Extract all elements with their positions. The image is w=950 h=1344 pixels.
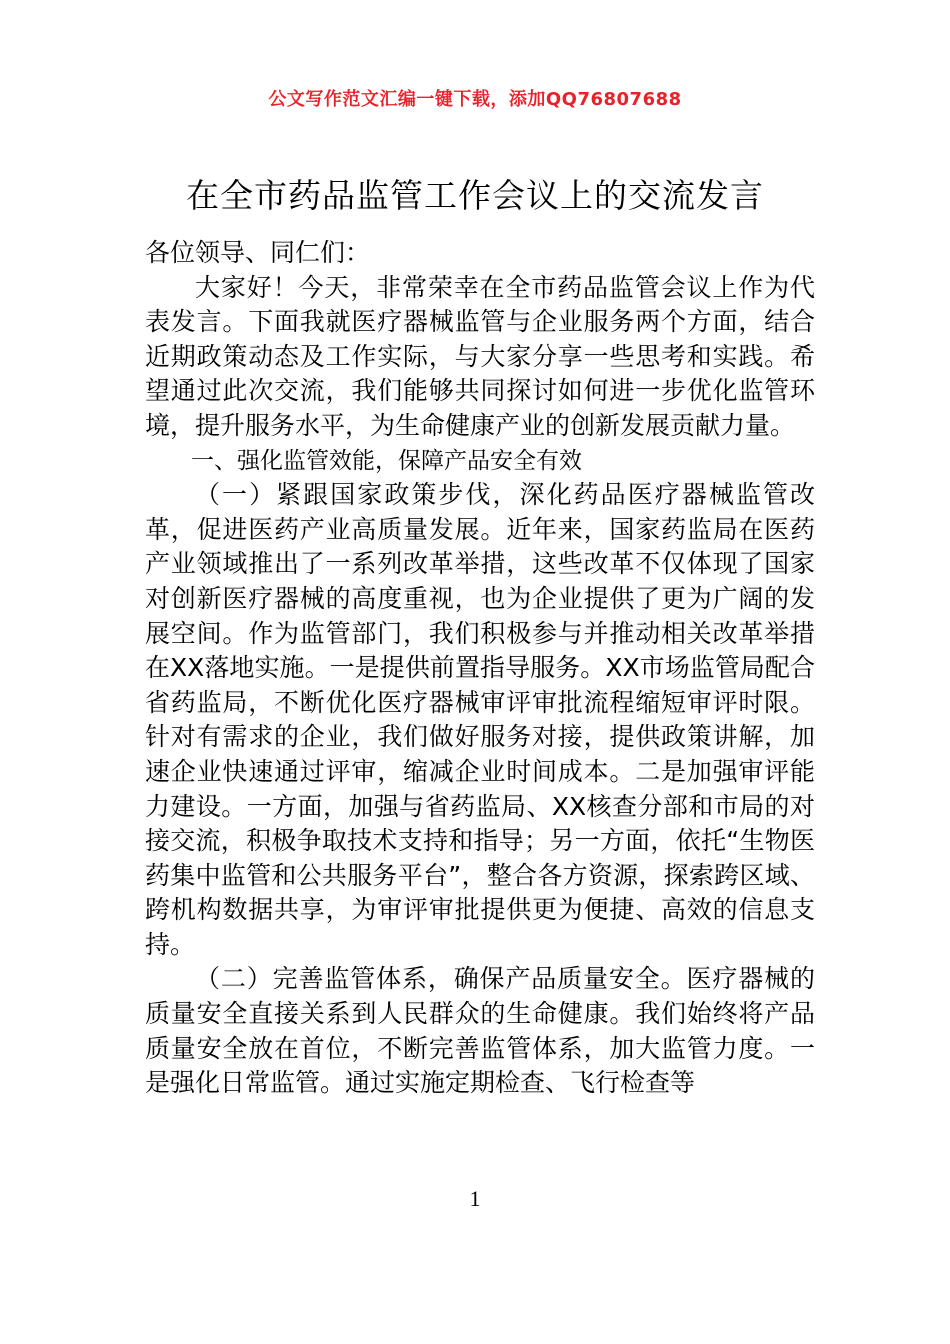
paragraph-1: （一）紧跟国家政策步伐，深化药品医疗器械监管改革，促进医药产业高质量发展。近年来，国家药监局在医药产业领域推出了一系列改革举措，这些改革不仅体现了国家对创新医疗器械的高度重视，也为企业提供了更为广阔的发展空间。作为监管部门，我们积极参与并推动相关改革举措在XX落地实施。一是提供前置指导服务。XX市场监管局配合省药监局，不断优化医疗器械审评审批流程缩短审评时限。针对有需求的企业，我们做好服务对接，提供政策讲解，加速企业快速通过评审，缩减企业时间成本。二是加强审评能力建设。一方面，加强与省药监局、XX核查分部和市局的对接交流，积极争取技术支持和指导；另一方面，依托“生物医药集中监管和公共服务平台”，整合各方资源，探索跨区域、跨机构数据共享，为审评审批提供更为便捷、高效的信息支持。 xyxy=(145,480,815,959)
page-number: 1 xyxy=(469,1186,481,1211)
watermark-header: 公文写作范文汇编一键下载，添加QQ76807688 xyxy=(268,89,682,110)
section-heading-1: 一、强化监管效能，保障产品安全有效 xyxy=(191,447,582,474)
salutation: 各位领导、同仁们： xyxy=(145,238,371,267)
paragraph-2: （二）完善监管体系，确保产品质量安全。医疗器械的质量安全直接关系到人民群众的生命健康。我们始终将产品质量安全放在首位，不断完善监管体系，加大监管力度。一是强化日常监管。通过实施定期检查、飞行检查等 xyxy=(145,964,815,1098)
intro-paragraph: 大家好！今天，非常荣幸在全市药品监管会议上作为代表发言。下面我就医疗器械监管与企业服务两个方面，结合近期政策动态及工作实际，与大家分享一些思考和实践。希望通过此次交流，我们能够共同探讨如何进一步优化监管环境，提升服务水平，为生命健康产业的创新发展贡献力量。 xyxy=(145,272,815,440)
document-title: 在全市药品监管工作会议上的交流发言 xyxy=(186,176,764,215)
document-body xyxy=(145,236,815,1101)
